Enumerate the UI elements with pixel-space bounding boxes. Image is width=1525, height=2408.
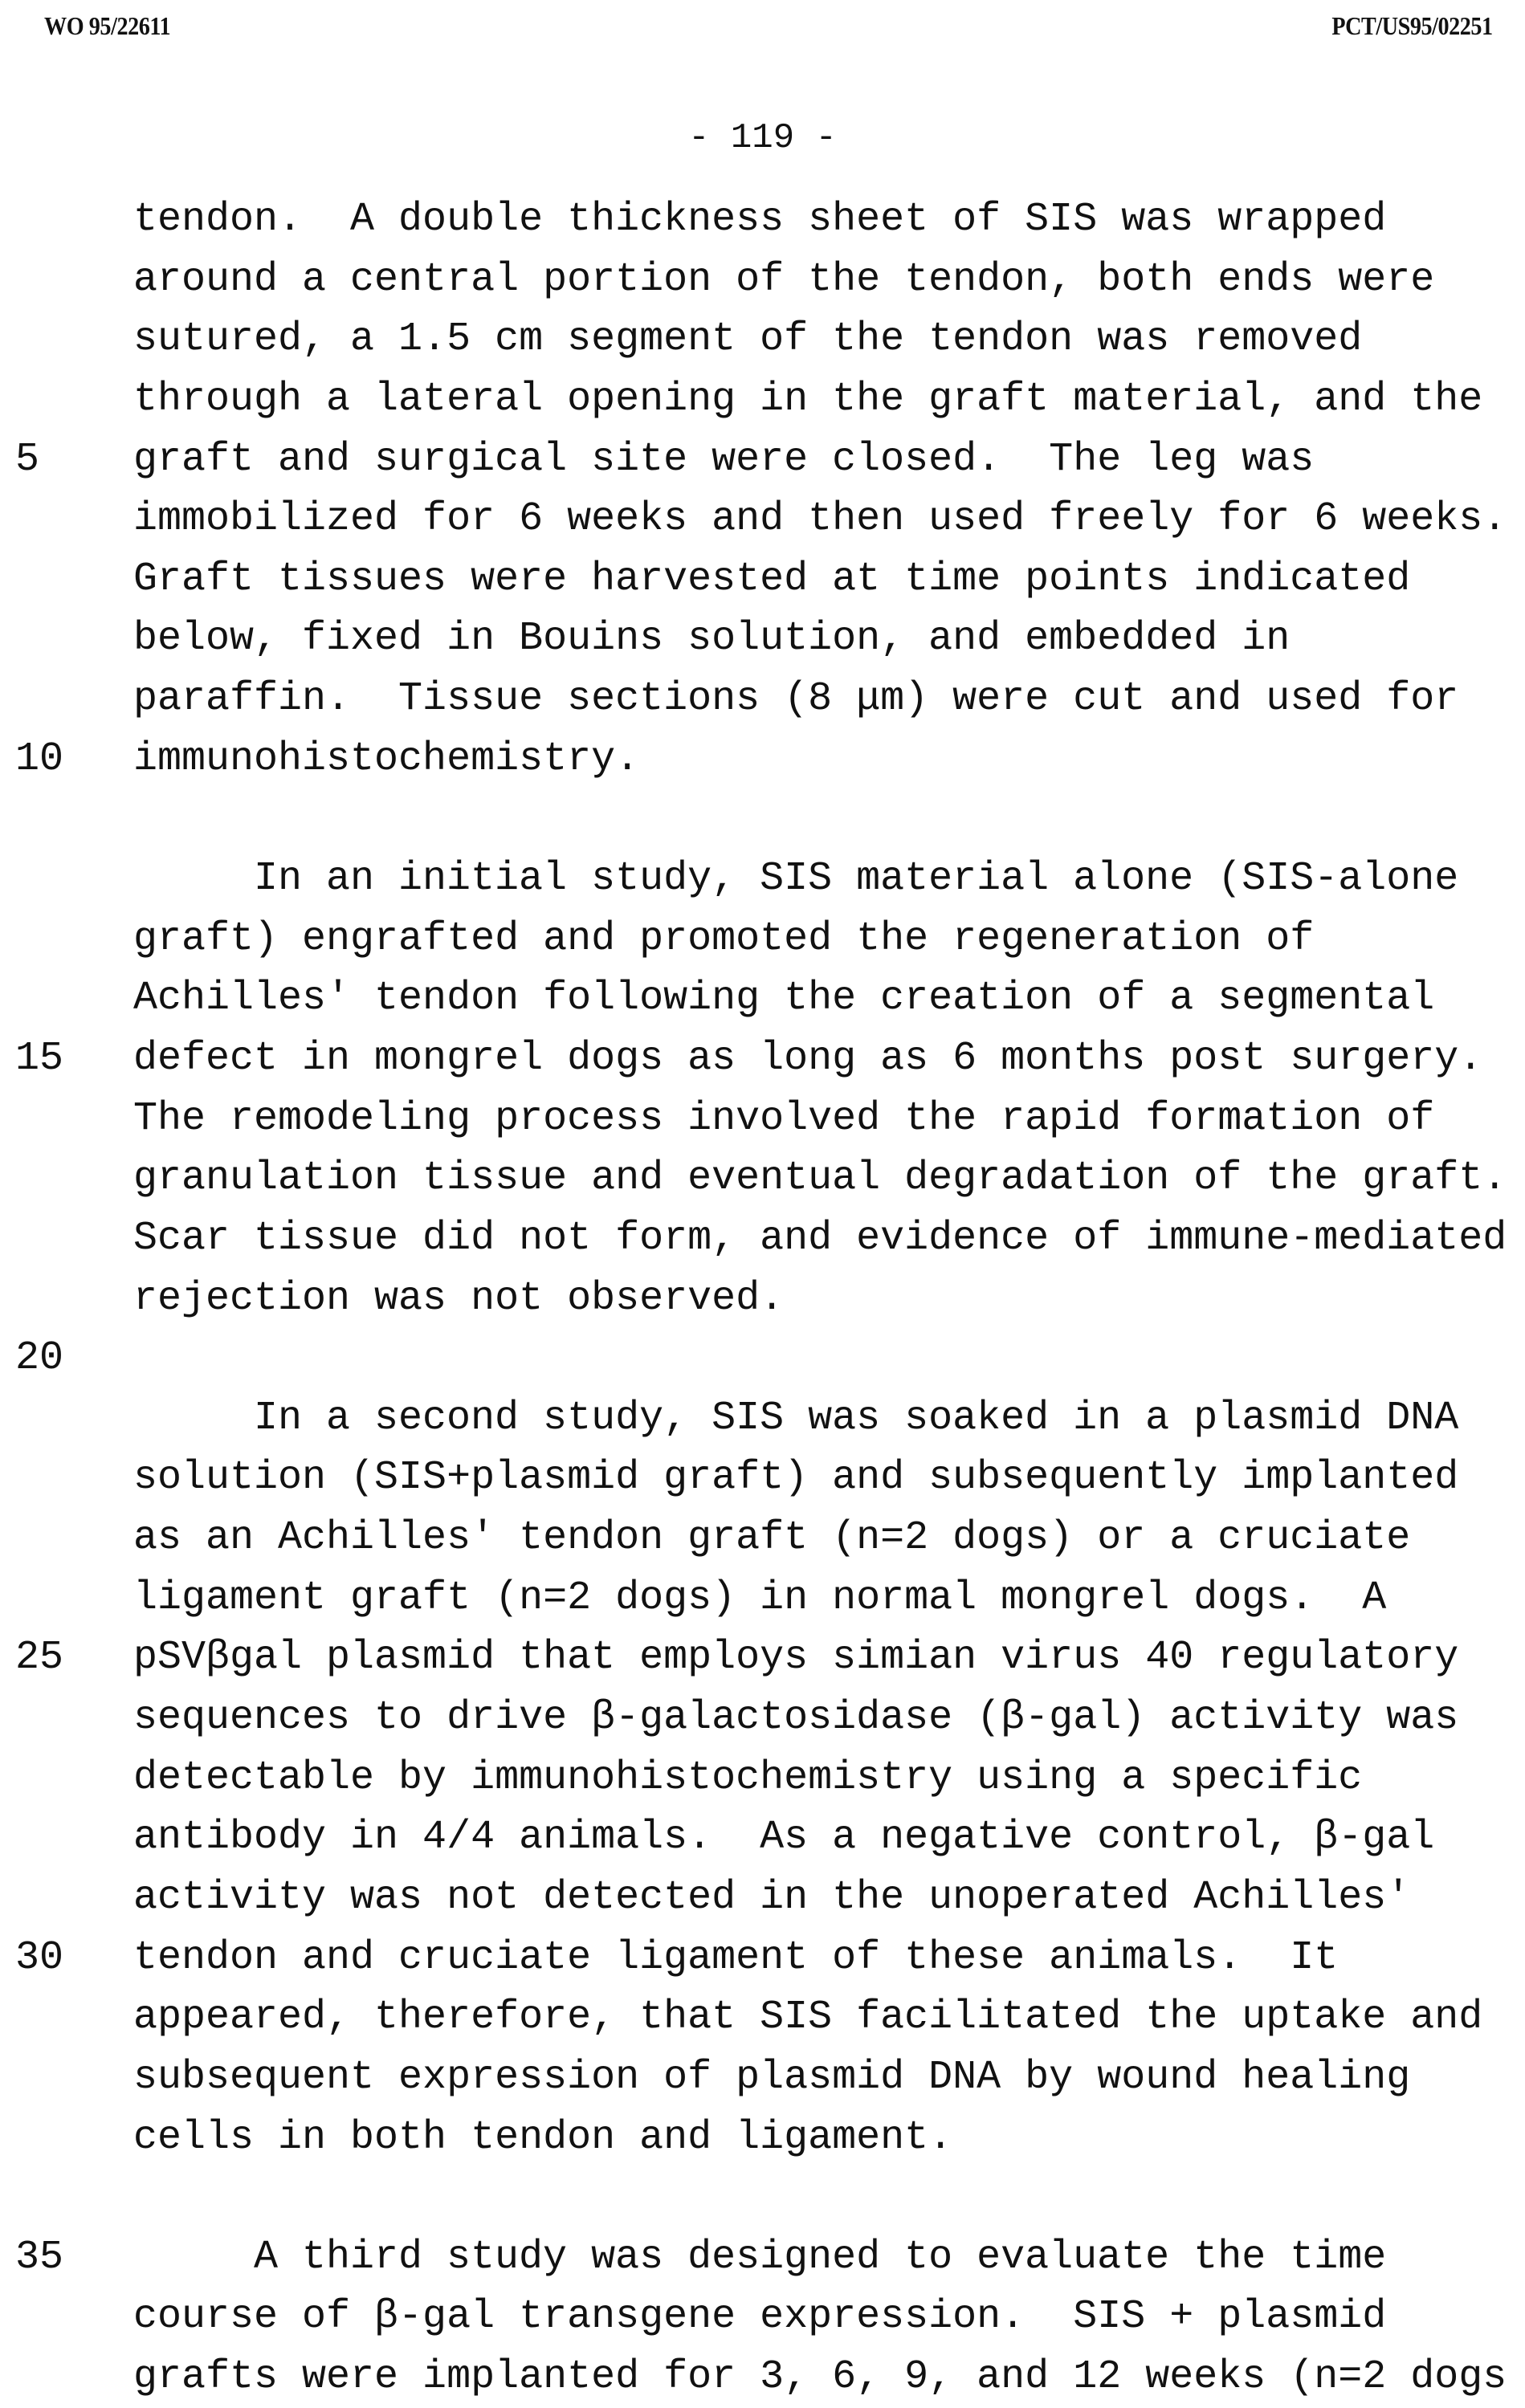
line-number: 25 bbox=[15, 1635, 64, 1681]
document-body bbox=[0, 190, 1525, 2408]
line-text: tendon. A double thickness sheet of SIS was wrapped bbox=[133, 197, 1387, 242]
text-line bbox=[0, 1868, 1525, 1929]
text-line bbox=[0, 550, 1525, 610]
line-text: graft and surgical site were closed. The leg was bbox=[133, 436, 1315, 483]
text-line bbox=[0, 2109, 1525, 2169]
text-line bbox=[0, 789, 1525, 850]
text-line bbox=[0, 251, 1525, 311]
text-line bbox=[0, 2348, 1525, 2408]
text-line bbox=[0, 1209, 1525, 1269]
text-line bbox=[0, 850, 1525, 910]
text-line bbox=[0, 1808, 1525, 1868]
line-number: 5 bbox=[15, 436, 40, 483]
line-text: The remodeling process involved the rapid formation of bbox=[133, 1095, 1435, 1142]
text-line bbox=[0, 2288, 1525, 2348]
text-line bbox=[0, 969, 1525, 1029]
text-line bbox=[0, 730, 1525, 790]
text-line bbox=[0, 490, 1525, 550]
line-text: pSVβgal plasmid that employs simian virus 40 regulatory bbox=[133, 1635, 1459, 1681]
text-line bbox=[0, 670, 1525, 730]
text-line bbox=[0, 370, 1525, 430]
text-line bbox=[0, 1988, 1525, 2048]
line-text: A third study was designed to evaluate the time bbox=[254, 2234, 1387, 2280]
text-line bbox=[0, 1689, 1525, 1749]
text-line bbox=[0, 2228, 1525, 2288]
line-text: defect in mongrel dogs as long as 6 months post surgery. bbox=[133, 1035, 1483, 1082]
text-line bbox=[0, 1329, 1525, 1389]
text-line bbox=[0, 1448, 1525, 1509]
line-text: antibody in 4/4 animals. As a negative control, β-gal bbox=[133, 1815, 1435, 1861]
line-text: paraffin. Tissue sections (8 μm) were cut and used for bbox=[133, 676, 1459, 723]
line-text: immunohistochemistry. bbox=[133, 735, 640, 782]
line-number: 30 bbox=[15, 1934, 64, 1981]
line-text: detectable by immunohistochemistry using a specific bbox=[133, 1754, 1363, 1801]
line-text: granulation tissue and eventual degradation of the graft. bbox=[133, 1155, 1507, 1202]
line-text: ligament graft (n=2 dogs) in normal mongrel dogs. A bbox=[133, 1575, 1387, 1621]
text-line bbox=[0, 2168, 1525, 2228]
line-text: In a second study, SIS was soaked in a plasmid DNA bbox=[254, 1395, 1459, 1441]
line-text: appeared, therefore, that SIS facilitated the uptake and bbox=[133, 1994, 1483, 2041]
line-text: cells in both tendon and ligament. bbox=[133, 2114, 953, 2161]
line-text: below, fixed in Bouins solution, and embedded in bbox=[133, 616, 1291, 662]
line-text: course of β-gal transgene expression. SIS + plasmid bbox=[133, 2294, 1387, 2341]
line-number: 15 bbox=[15, 1035, 64, 1082]
text-line bbox=[0, 310, 1525, 370]
line-text: activity was not detected in the unoperated Achilles' bbox=[133, 1874, 1411, 1921]
text-line bbox=[0, 609, 1525, 670]
line-text: rejection was not observed. bbox=[133, 1275, 785, 1322]
line-text: immobilized for 6 weeks and then used freely for 6 weeks. bbox=[133, 496, 1507, 543]
line-text: In an initial study, SIS material alone (SIS-alone bbox=[254, 856, 1459, 902]
line-number: 35 bbox=[15, 2234, 64, 2280]
text-line bbox=[0, 1509, 1525, 1569]
line-text: Achilles' tendon following the creation of a segmental bbox=[133, 976, 1435, 1022]
text-line bbox=[0, 190, 1525, 251]
line-text: Graft tissues were harvested at time points indicated bbox=[133, 556, 1411, 602]
text-line bbox=[0, 1090, 1525, 1150]
text-line bbox=[0, 910, 1525, 970]
text-line bbox=[0, 1929, 1525, 1989]
text-line bbox=[0, 1628, 1525, 1689]
line-text: subsequent expression of plasmid DNA by wound healing bbox=[133, 2054, 1411, 2100]
text-line bbox=[0, 1269, 1525, 1330]
line-text: through a lateral opening in the graft material, and the bbox=[133, 376, 1483, 422]
publication-number: WO 95/22611 bbox=[44, 11, 171, 40]
line-text: around a central portion of the tendon, both ends were bbox=[133, 256, 1435, 303]
line-text: graft) engrafted and promoted the regeneration of bbox=[133, 915, 1315, 962]
line-text: as an Achilles' tendon graft (n=2 dogs) or a cruciate bbox=[133, 1515, 1411, 1562]
text-line bbox=[0, 1029, 1525, 1090]
line-text: sequences to drive β-galactosidase (β-gal) activity was bbox=[133, 1695, 1459, 1742]
line-number: 20 bbox=[15, 1335, 64, 1382]
text-line bbox=[0, 1149, 1525, 1209]
page-number: - 119 - bbox=[688, 118, 837, 158]
text-line bbox=[0, 430, 1525, 491]
text-line bbox=[0, 1749, 1525, 1809]
line-text: grafts were implanted for 3, 6, 9, and 12 weeks (n=2 dogs bbox=[133, 2354, 1507, 2401]
text-line bbox=[0, 2048, 1525, 2109]
line-number: 10 bbox=[15, 735, 64, 782]
line-text: solution (SIS+plasmid graft) and subsequently implanted bbox=[133, 1455, 1459, 1501]
application-number: PCT/US95/02251 bbox=[1331, 11, 1493, 40]
line-text: sutured, a 1.5 cm segment of the tendon was removed bbox=[133, 316, 1363, 363]
text-line bbox=[0, 1569, 1525, 1629]
line-text: Scar tissue did not form, and evidence of immune-mediated bbox=[133, 1215, 1507, 1261]
text-line bbox=[0, 1389, 1525, 1449]
line-text: tendon and cruciate ligament of these animals. It bbox=[133, 1934, 1339, 1981]
